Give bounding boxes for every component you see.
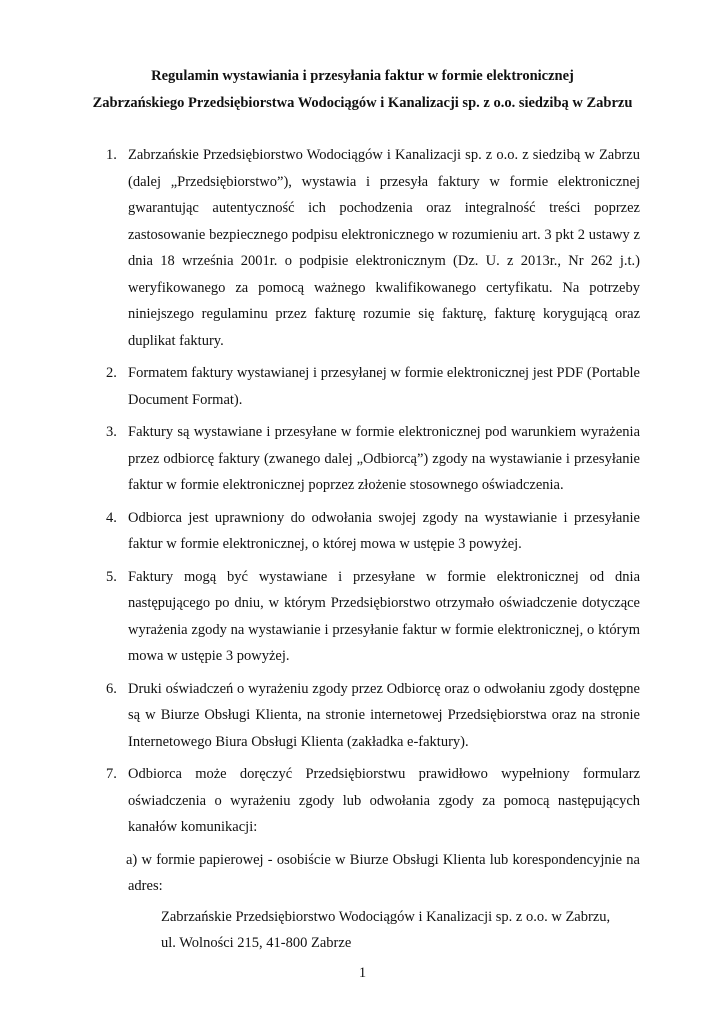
list-item-number: 6. — [106, 680, 117, 697]
list-item — [0, 419, 725, 499]
document-title-line-1: Regulamin wystawiania i przesyłania faktur w formie elektronicznej — [151, 68, 574, 84]
postal-address — [161, 904, 641, 957]
list-item — [0, 505, 725, 558]
document-title-line-2: Zabrzańskiego Przedsiębiorstwa Wodociągów i Kanalizacji sp. z o.o. siedzibą w Zabrzu — [92, 95, 633, 111]
list-item-number: 3. — [106, 424, 117, 440]
list-item-number: 2. — [106, 365, 117, 381]
list-item — [0, 564, 725, 670]
list-item-text: Zabrzańskie Przedsiębiorstwo Wodociągów i Kanalizacji sp. z o.o. z siedzibą w Zabrzu (dalej „Przedsiębiorstwo”), wystawia i przesyła faktury w formie elektronicznej gwarantując autentyczność ich pochodzenia oraz integralność treści poprzez zastosowanie bezpiecznego podpisu elektronicznego w rozumieniu art. 3 pkt 2 ustawy z dnia 18 września 2001r. o podpisie elektronicznym (Dz. U. z 2013r., Nr 262 j.t.) weryfikowanego za pomocą ważnego kwalifikowanego certyfikatu. Na potrzeby niniejszego regulaminu przez fakturę rozumie się fakturę, fakturę korygującą oraz duplikat faktury. — [128, 147, 640, 349]
list-item-text: Odbiorca jest uprawniony do odwołania swojej zgody na wystawianie i przesyłanie faktur w formie elektronicznej, o której mowa w ustępie 3 powyżej. — [128, 509, 640, 552]
list-item-text: Druki oświadczeń o wyrażeniu zgody przez Odbiorcę oraz o odwołaniu zgody dostępne są w Biurze Obsługi Klienta, na stronie internetowej Przedsiębiorstwa oraz na stronie Internetowego Biura Obsługi Klienta (zakładka e-faktury). — [128, 680, 640, 750]
list-item-number: 5. — [106, 568, 117, 585]
sub-item-a — [128, 847, 640, 900]
list-item-number: 4. — [106, 509, 117, 526]
list-item-text: Formatem faktury wystawianej i przesyłanej w formie elektronicznej jest PDF (Portable Document Format). — [128, 365, 640, 408]
list-item-number: 7. — [106, 766, 117, 782]
page-number: 1 — [358, 965, 367, 981]
list-item — [0, 142, 725, 354]
address-line-1: Zabrzańskie Przedsiębiorstwo Wodociągów i Kanalizacji sp. z o.o. w Zabrzu, — [161, 908, 611, 925]
sub-item-a-text: a) w formie papierowej - osobiście w Biurze Obsługi Klienta lub korespondencyjnie na adres: — [126, 851, 640, 894]
list-item — [0, 676, 725, 756]
address-line-2: ul. Wolności 215, 41-800 Zabrze — [161, 935, 352, 951]
regulation-list — [0, 142, 725, 957]
list-item — [0, 761, 725, 841]
list-item-text: Faktury mogą być wystawiane i przesyłane w formie elektronicznej od dnia następującego po dniu, w którym Przedsiębiorstwo otrzymało oświadczenie dotyczące wyrażenia zgody na wystawianie i przesyłanie faktur w formie elektronicznej, o którym mowa w ustępie 3 powyżej. — [128, 568, 640, 664]
list-item-text: Faktury są wystawiane i przesyłane w formie elektronicznej pod warunkiem wyrażenia przez odbiorcę faktury (zwanego dalej „Odbiorcą”) zgody na wystawianie i przesyłanie faktur w formie elektronicznej poprzez złożenie stosownego oświadczenia. — [128, 424, 640, 493]
list-item-number: 1. — [106, 147, 117, 163]
list-item-text: Odbiorca może doręczyć Przedsiębiorstwu prawidłowo wypełniony formularz oświadczenia o wyrażeniu zgody lub odwołania zgody za pomocą następujących kanałów komunikacji: — [128, 766, 640, 835]
list-item — [0, 360, 725, 413]
